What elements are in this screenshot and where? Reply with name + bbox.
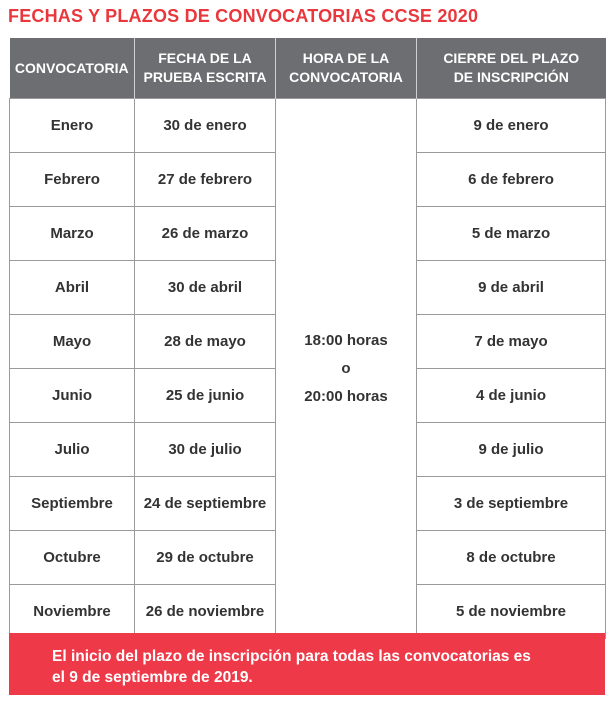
deadline-cell: 5 de noviembre (417, 585, 606, 639)
month-cell: Abril (10, 261, 135, 315)
header-hora (276, 38, 417, 99)
deadline-cell: 5 de marzo (417, 207, 606, 261)
exam-date-cell: 26 de marzo (135, 207, 276, 261)
month-cell: Octubre (10, 531, 135, 585)
header-fecha-line2: PRUEBA ESCRITA (143, 69, 267, 85)
month-cell: Septiembre (10, 477, 135, 531)
month-cell: Marzo (10, 207, 135, 261)
header-row (10, 38, 606, 99)
deadline-cell: 8 de octubre (417, 531, 606, 585)
exam-date-cell: 25 de junio (135, 369, 276, 423)
deadline-cell: 9 de abril (417, 261, 606, 315)
exam-date-cell: 27 de febrero (135, 153, 276, 207)
header-hora-line2: CONVOCATORIA (289, 69, 403, 85)
month-cell: Enero (10, 99, 135, 153)
header-fecha-prueba (135, 38, 276, 99)
footer-note (9, 633, 605, 695)
deadline-cell: 4 de junio (417, 369, 606, 423)
deadline-cell: 6 de febrero (417, 153, 606, 207)
schedule-table (9, 38, 606, 639)
exam-date-cell: 30 de julio (135, 423, 276, 477)
header-cierre-line2: DE INSCRIPCIÓN (453, 69, 569, 85)
exam-date-cell: 24 de septiembre (135, 477, 276, 531)
deadline-cell: 7 de mayo (417, 315, 606, 369)
month-cell: Febrero (10, 153, 135, 207)
month-cell: Julio (10, 423, 135, 477)
table-header (10, 38, 606, 99)
footer-line2: el 9 de septiembre de 2019. (52, 669, 253, 686)
exam-date-cell: 30 de abril (135, 261, 276, 315)
deadline-cell: 9 de julio (417, 423, 606, 477)
month-cell: Noviembre (10, 585, 135, 639)
header-cierre-line1: CIERRE DEL PLAZO (443, 50, 580, 66)
exam-date-cell: 26 de noviembre (135, 585, 276, 639)
header-hora-line1: HORA DE LA (302, 50, 390, 66)
time-first: 18:00 horas (304, 331, 388, 349)
exam-date-cell: 30 de enero (135, 99, 276, 153)
time-cell (276, 99, 417, 639)
header-fecha-line1: FECHA DE LA (158, 50, 252, 66)
deadline-cell: 3 de septiembre (417, 477, 606, 531)
header-cierre (417, 38, 606, 99)
time-second: 20:00 horas (304, 387, 388, 405)
header-convocatoria (10, 38, 135, 99)
month-cell: Junio (10, 369, 135, 423)
month-cell: Mayo (10, 315, 135, 369)
deadline-cell: 9 de enero (417, 99, 606, 153)
exam-date-cell: 28 de mayo (135, 315, 276, 369)
header-convocatoria-label: CONVOCATORIA (14, 59, 129, 76)
time-or: o (341, 359, 351, 377)
table-row (10, 99, 606, 153)
table-body (10, 99, 606, 639)
page-title: FECHAS Y PLAZOS DE CONVOCATORIAS CCSE 2020 (8, 6, 479, 26)
footer-line1: El inicio del plazo de inscripción para todas las convocatorias es (52, 648, 531, 665)
exam-date-cell: 29 de octubre (135, 531, 276, 585)
